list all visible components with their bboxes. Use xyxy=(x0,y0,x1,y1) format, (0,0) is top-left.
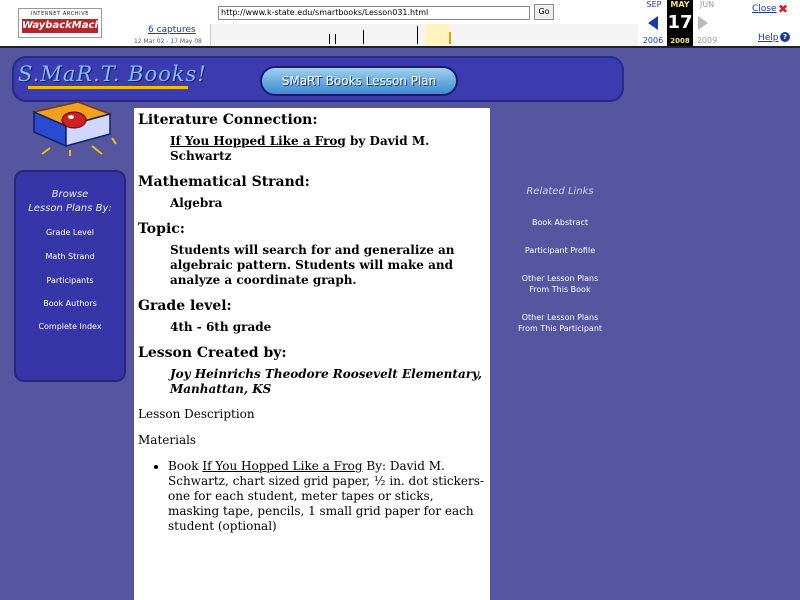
next-arrow-icon xyxy=(698,16,708,30)
right-sidebar xyxy=(500,186,620,351)
next-month: JUN xyxy=(699,0,715,9)
capture-tick xyxy=(335,34,336,44)
participant-profile-link[interactable] xyxy=(500,245,620,256)
prev-month[interactable]: SEP xyxy=(646,0,662,9)
sidebar-item-math-strand[interactable]: Math Strand xyxy=(45,252,95,261)
capture-sparkline[interactable] xyxy=(210,24,638,46)
book-abstract-link[interactable] xyxy=(500,217,620,228)
help-icon[interactable]: ? xyxy=(780,32,790,42)
current-capture-tick xyxy=(449,32,451,44)
link-line: From This Participant xyxy=(517,324,603,333)
wayback-logo-main: WaybackMachine xyxy=(22,20,119,31)
prev-month-col xyxy=(644,0,664,9)
browse-heading xyxy=(16,188,124,216)
sidebar-item-book-authors[interactable]: Book Authors xyxy=(43,299,97,308)
help-link[interactable]: Help xyxy=(758,33,779,43)
lesson-content xyxy=(134,108,490,600)
prev-year[interactable]: 2006 xyxy=(642,36,664,45)
sidebar-item-complete-index[interactable]: Complete Index xyxy=(38,322,102,331)
site-logo-text[interactable]: S.MaR.T. Books! xyxy=(18,62,207,86)
link-line: Book Abstract xyxy=(531,218,589,227)
list-item xyxy=(168,459,486,534)
topic-value: Students will search for and generalize an algebraic pattern. Students will make and analyze a coordinate graph. xyxy=(170,243,455,287)
wayback-logo-top: INTERNET ARCHIVE xyxy=(31,11,89,17)
browse-line-1: Browse xyxy=(51,189,89,200)
created-value: Joy Heinrichs Theodore Roosevelt Elementary, Manhattan, KS xyxy=(170,367,483,396)
materials-prefix: Book xyxy=(168,459,203,473)
link-line: Other Lesson Plans xyxy=(521,274,599,283)
wayback-toolbar xyxy=(0,0,800,48)
lesson-description-label: Lesson Description xyxy=(138,407,255,421)
strand-value: Algebra xyxy=(170,196,223,210)
close-link[interactable]: Close xyxy=(752,4,777,14)
logo-underline xyxy=(28,86,188,89)
next-month-col xyxy=(696,0,718,9)
current-year: 2008 xyxy=(667,36,693,46)
next-year: 2009 xyxy=(696,36,718,45)
related-links-heading: Related Links xyxy=(526,186,594,197)
capture-tick xyxy=(417,26,418,44)
sidebar-item-participants[interactable]: Participants xyxy=(46,276,94,285)
book-author: by David M. Schwartz xyxy=(170,134,430,163)
page-banner-text: SMaRT Books Lesson Plan xyxy=(281,74,437,88)
captures-link[interactable]: 6 captures xyxy=(148,25,196,35)
capture-date-range: 12 Mar 02 - 17 May 08 xyxy=(134,38,202,45)
book-title-link[interactable]: If You Hopped Like a Frog xyxy=(170,134,346,148)
link-line: Other Lesson Plans xyxy=(521,313,599,322)
url-input[interactable]: http://www.k-state.edu/smartbooks/Lesson031.html xyxy=(218,6,530,20)
go-button[interactable]: Go xyxy=(534,4,554,20)
current-month: MAY xyxy=(667,0,693,10)
link-line: Participant Profile xyxy=(524,246,596,255)
grade-heading: Grade level: xyxy=(138,298,232,314)
wayback-logo[interactable] xyxy=(18,8,119,38)
literature-heading: Literature Connection: xyxy=(138,112,318,128)
book-logo-icon xyxy=(30,94,116,156)
prev-arrow-icon[interactable] xyxy=(648,16,658,30)
capture-tick xyxy=(329,34,330,44)
capture-tick xyxy=(363,30,364,44)
current-capture-highlight xyxy=(425,24,449,46)
left-sidebar xyxy=(14,170,126,382)
other-plans-book-link[interactable] xyxy=(500,273,620,295)
literature-value xyxy=(170,134,486,164)
browse-line-2: Lesson Plans By: xyxy=(28,203,112,214)
next-year-col xyxy=(696,36,718,45)
other-plans-participant-link[interactable] xyxy=(500,312,620,334)
strand-heading: Mathematical Strand: xyxy=(138,174,310,190)
materials-list xyxy=(158,459,486,534)
materials-label: Materials xyxy=(138,433,197,447)
close-icon[interactable]: ✖ xyxy=(778,2,789,16)
current-day: 17 xyxy=(667,10,693,36)
sidebar-item-grade-level[interactable]: Grade Level xyxy=(45,228,95,237)
materials-rest: By: David M. Schwartz, chart sized grid paper, ½ in. dot stickers- one for each student, meter tapes or sticks, masking tape, pencils, 1 small grid paper for each student (optional) xyxy=(168,459,484,533)
prev-year-col xyxy=(642,36,664,45)
grade-value: 4th - 6th grade xyxy=(170,320,272,334)
topic-heading: Topic: xyxy=(138,221,185,237)
link-line: From This Book xyxy=(529,285,591,294)
created-heading: Lesson Created by: xyxy=(138,345,287,361)
materials-book-link[interactable]: If You Hopped Like a Frog xyxy=(202,459,363,473)
